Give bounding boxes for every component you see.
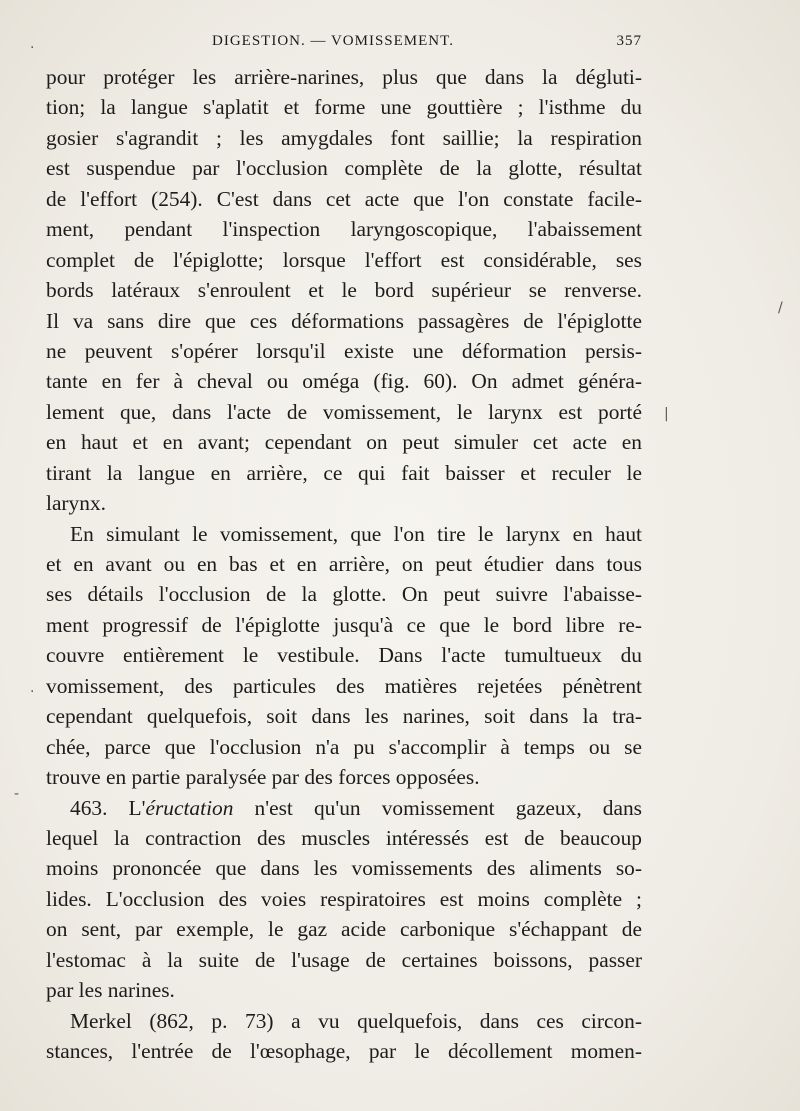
- paragraph-end-line: par les narines.: [46, 978, 175, 1003]
- text-line: Il va sans dire que ces déformations passagères de l'épiglotte: [46, 308, 642, 333]
- text-line: tirant la langue en arrière, ce qui fait baisser et reculer le: [46, 460, 642, 485]
- text-line: en haut et en avant; cependant on peut simuler cet acte en: [46, 430, 642, 455]
- running-header: [64, 33, 642, 55]
- text-line: ment, pendant l'inspection laryngoscopique, l'abaissement: [46, 217, 642, 242]
- text-line: lides. L'occlusion des voies respiratoires est moins complète ;: [46, 886, 642, 911]
- text-line: stances, l'entrée de l'œsophage, par le décollement momen-: [46, 1039, 642, 1063]
- section-lead: 463. L': [70, 795, 146, 820]
- text-line: ses détails l'occlusion de la glotte. On peut suivre l'abaisse-: [46, 582, 642, 607]
- text-line: ment progressif de l'épiglotte jusqu'à ce que le bord libre re-: [46, 612, 642, 637]
- section-463-start-line: [46, 793, 642, 823]
- text-line: est suspendue par l'occlusion complète de la glotte, résultat: [46, 156, 642, 181]
- text-line: complet de l'épiglotte; lorsque l'effort est considérable, ses: [46, 247, 642, 272]
- paragraph-start-line: Merkel (862, p. 73) a vu quelquefois, dans ces circon-: [70, 1008, 642, 1033]
- text-line: cependant quelquefois, soit dans les narines, soit dans la tra-: [46, 704, 642, 729]
- margin-stroke: |: [664, 406, 669, 422]
- margin-stroke: /: [778, 300, 783, 316]
- running-title: DIGESTION. — VOMISSEMENT.: [212, 33, 454, 49]
- paragraph-start-line: En simulant le vomissement, que l'on tire le larynx en haut: [70, 521, 642, 546]
- paragraph-end-line: larynx.: [46, 491, 106, 516]
- text-line: on sent, par exemple, le gaz acide carbonique s'échappant de: [46, 917, 642, 942]
- margin-dash: -: [14, 786, 20, 802]
- text-body: [46, 62, 642, 1066]
- text-line: et en avant ou en bas et en arrière, on peut étudier dans tous: [46, 552, 642, 576]
- section-lead-rest: n'est qu'un vomissement gazeux, dans: [233, 795, 642, 820]
- text-line: tante en fer à cheval ou oméga (fig. 60). On admet généra-: [46, 369, 642, 394]
- margin-speck: ·: [30, 40, 35, 56]
- text-line: vomissement, des particules des matières rejetées pénètrent: [46, 673, 642, 698]
- text-line: lequel la contraction des muscles intéressés est de beaucoup: [46, 825, 642, 850]
- text-line: moins prononcée que dans les vomissements des aliments so-: [46, 856, 642, 881]
- text-line: de l'effort (254). C'est dans cet acte que l'on constate facile-: [46, 186, 642, 211]
- margin-speck: ·: [30, 684, 35, 700]
- text-line: l'estomac à la suite de l'usage de certaines boissons, passer: [46, 947, 642, 972]
- text-line: chée, parce que l'occlusion n'a pu s'accomplir à temps ou se: [46, 734, 642, 759]
- page-number: 357: [616, 33, 642, 49]
- text-line: gosier s'agrandit ; les amygdales font saillie; la respiration: [46, 125, 642, 150]
- text-line: couvre entièrement le vestibule. Dans l'acte tumultueux du: [46, 643, 642, 668]
- text-line: bords latéraux s'enroulent et le bord supérieur se renverse.: [46, 278, 642, 303]
- text-line: lement que, dans l'acte de vomissement, le larynx est porté: [46, 399, 642, 424]
- italic-term-eructation: éructation: [145, 795, 234, 820]
- text-line: pour protéger les arrière-narines, plus que dans la dégluti-: [46, 65, 642, 89]
- text-line: tion; la langue s'aplatit et forme une gouttière ; l'isthme du: [46, 95, 642, 120]
- paragraph-end-line: trouve en partie paralysée par des forces opposées.: [46, 765, 480, 790]
- text-line: ne peuvent s'opérer lorsqu'il existe une déformation persis-: [46, 338, 642, 363]
